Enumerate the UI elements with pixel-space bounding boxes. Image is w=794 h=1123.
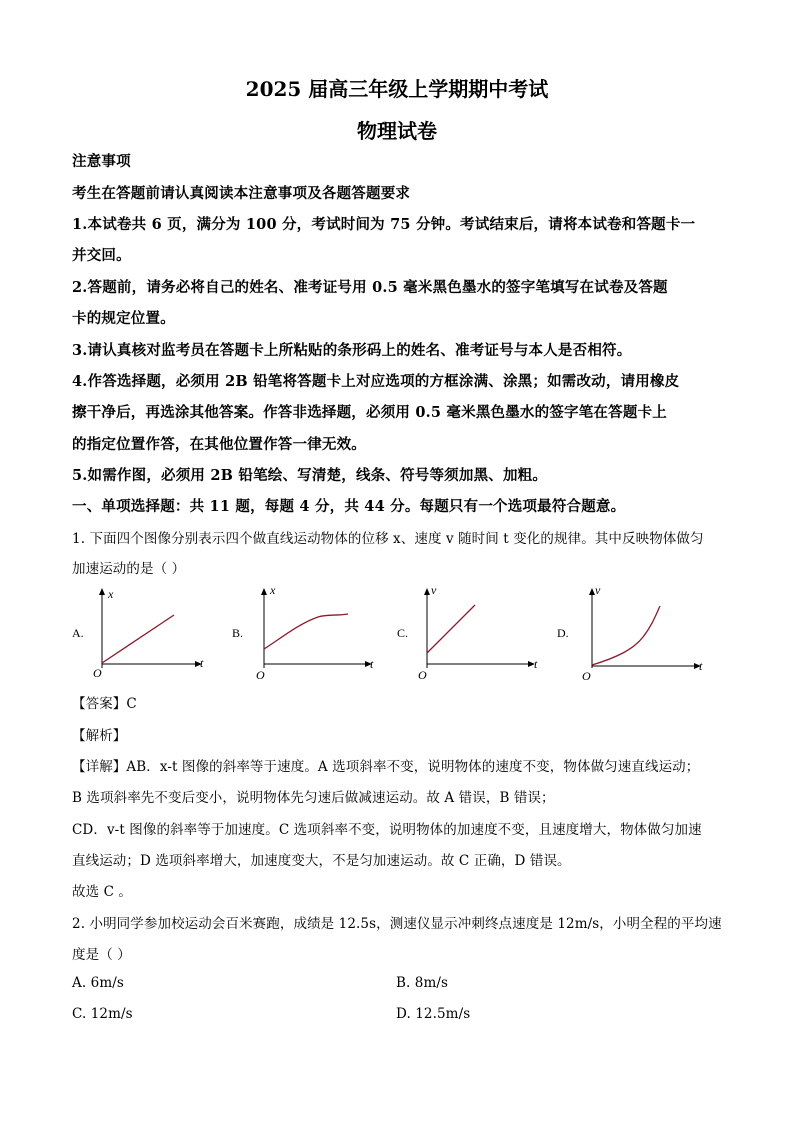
q1-detail: 【详解】AB．x-t 图像的斜率等于速度。A 选项斜率不变，说明物体的速度不变，物体做匀速直线运动； [72, 759, 700, 775]
q1-detail: B 选项斜率先不变后变小，说明物体先匀速后做减速运动。故 A 错误，B 错误； [72, 790, 555, 806]
notice-item: 3.请认真核对监考员在答题卡上所粘贴的条形码上的姓名、准考证号与本人是否相符。 [72, 342, 632, 359]
x-axis-label: t [534, 657, 538, 671]
option-b-label: B. [232, 626, 244, 640]
origin-label: O [418, 668, 427, 682]
y-axis-label: x [108, 587, 114, 601]
graph-c [395, 583, 545, 686]
q1-analysis-label: 【解析】 [72, 728, 127, 744]
q1-detail: CD．v-t 图像的斜率等于加速度。C 选项斜率不变，说明物体的加速度不变，且速度增大，物体做匀加速 [72, 822, 702, 838]
graph-d-curve [592, 606, 660, 665]
y-axis-arrow [424, 588, 430, 595]
x-axis-label: t [370, 657, 374, 671]
option-d-label: D. [557, 626, 569, 640]
q2-stem-line1: 2. 小明同学参加校运动会百米赛跑，成绩是 12.5s，测速仪显示冲刺终点速度是 12m/s，小明全程的平均速 [72, 916, 722, 932]
notice-item: 并交回。 [72, 247, 131, 264]
section-heading: 一、单项选择题：共 11 题，每题 4 分，共 44 分。每题只有一个选项最符合题意。 [72, 498, 626, 515]
y-axis-arrow [99, 588, 105, 595]
graph-b-curve [264, 614, 348, 649]
notice-item: 4.作答选择题，必须用 2B 铅笔将答题卡上对应选项的方框涂满、涂黑；如需改动，请用橡皮 [72, 373, 680, 390]
graph-c-line [427, 605, 475, 653]
graph-d [557, 583, 707, 686]
q2-option-a: A. 6m/s [72, 975, 124, 991]
notice-item: 1.本试卷共 6 页，满分为 100 分，考试时间为 75 分钟。考试结束后，请将本试卷和答题卡一 [72, 216, 696, 233]
notice-item: 2.答题前，请务必将自己的姓名、准考证号用 0.5 毫米黑色墨水的签字笔填写在试卷及答题 [72, 279, 668, 296]
notice-item: 的指定位置作答，在其他位置作答一律无效。 [72, 436, 366, 453]
q1-stem-line1: 1. 下面四个图像分别表示四个做直线运动物体的位移 x、速度 v 随时间 t 变化的规律。其中反映物体做匀 [72, 531, 704, 547]
exam-title: 2025 届高三年级上学期期中考试 [245, 77, 549, 101]
notice-heading: 注意事项 [72, 153, 131, 170]
option-c-label: C. [397, 626, 409, 640]
notice-item: 卡的规定位置。 [72, 310, 175, 327]
y-axis-arrow [261, 588, 267, 595]
origin-label: O [93, 666, 102, 680]
notice-intro: 考生在答题前请认真阅读本注意事项及各题答题要求 [72, 185, 411, 202]
origin-label: O [256, 668, 265, 682]
q2-option-c: C. 12m/s [72, 1006, 133, 1022]
q2-option-b: B. 8m/s [396, 975, 449, 991]
q1-detail: 直线运动；D 选项斜率增大，加速度变大，不是匀加速运动。故 C 正确，D 错误。 [72, 853, 571, 869]
q2-stem-line2: 度是（ ） [72, 947, 131, 963]
y-axis-label: v [431, 583, 437, 597]
y-axis-label: x [270, 583, 276, 597]
exam-subtitle: 物理试卷 [357, 119, 437, 143]
y-axis-label: v [595, 583, 601, 597]
notice-item: 5.如需作图，必须用 2B 铅笔绘、写清楚，线条、符号等须加黑、加粗。 [72, 467, 548, 484]
q1-stem-line2: 加速运动的是（ ） [72, 561, 186, 577]
x-axis-label: t [699, 659, 703, 673]
graph-a [70, 586, 220, 686]
x-axis-label: t [200, 656, 204, 670]
q1-conclusion: 故选 C 。 [72, 884, 133, 900]
graph-b [232, 583, 382, 686]
option-a-label: A. [72, 626, 84, 640]
notice-item: 擦干净后，再选涂其他答案。作答非选择题，必须用 0.5 毫米黑色墨水的签字笔在答题卡上 [72, 404, 667, 421]
q1-answer: 【答案】C [72, 696, 137, 712]
graph-a-line [102, 615, 174, 663]
q2-option-d: D. 12.5m/s [396, 1006, 471, 1022]
origin-label: O [582, 669, 591, 683]
